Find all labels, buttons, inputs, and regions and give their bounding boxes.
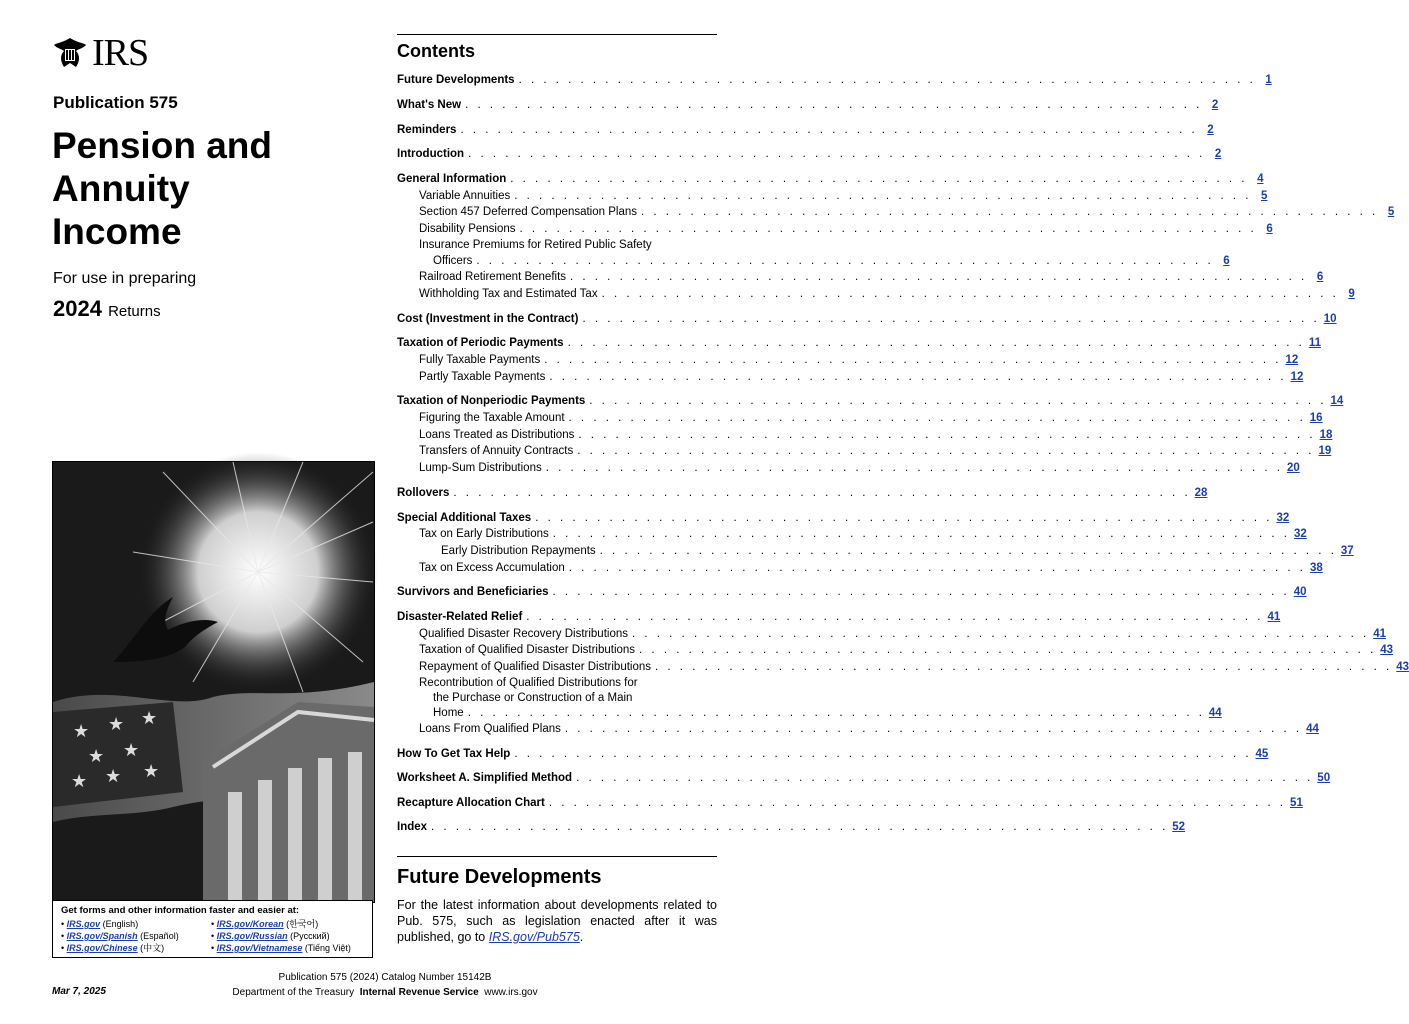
- toc-label: Disaster-Related Relief: [397, 611, 523, 623]
- toc-label: Loans Treated as Distributions: [419, 429, 575, 441]
- toc-leader-dots: . . . . . . . . . . . . . . . . . . . . . . . . . . . . . . . . . . . . . . . . . . . . . . . . . . . . . . . . . . . .: [552, 586, 1290, 598]
- cover-image: [52, 461, 375, 903]
- toc-row[interactable]: [397, 74, 1272, 86]
- toc-page-link[interactable]: 1: [1265, 74, 1272, 86]
- irs-gov-vietnamese-link[interactable]: IRS.gov/Vietnamese: [216, 943, 303, 953]
- toc-leader-dots: . . . . . . . . . . . . . . . . . . . . . . . . . . . . . . . . . . . . . . . . . . . . . . . . . . . . . . . . . . . .: [639, 644, 1377, 656]
- toc-page-link[interactable]: 9: [1348, 288, 1355, 300]
- toc-page-link[interactable]: 44: [1306, 723, 1319, 735]
- toc-label: Cost (Investment in the Contract): [397, 313, 579, 325]
- toc-page-link[interactable]: 43: [1380, 644, 1394, 656]
- link-item: • IRS.gov (English): [61, 919, 139, 929]
- toc-page-link[interactable]: 2: [1211, 99, 1219, 111]
- eagle-seal-icon: [52, 35, 88, 71]
- toc-row[interactable]: [397, 797, 1303, 809]
- toc-leader-dots: . . . . . . . . . . . . . . . . . . . . . . . . . . . . . . . . . . . . . . . . . . . . . . . . . . . . . . . . . . . .: [552, 528, 1290, 540]
- toc-row: [397, 239, 717, 251]
- toc-page-link[interactable]: 4: [1257, 173, 1264, 185]
- get-forms-heading: Get forms and other information faster and easier at:: [61, 905, 300, 916]
- toc-leader-dots: . . . . . . . . . . . . . . . . . . . . . . . . . . . . . . . . . . . . . . . . . . . . . . . . . . . . . . . . . . . .: [514, 190, 1252, 202]
- toc-row[interactable]: [397, 124, 1214, 136]
- toc-row[interactable]: [397, 821, 1186, 833]
- svg-text:★: ★: [73, 721, 90, 741]
- toc-leader-dots: . . . . . . . . . . . . . . . . . . . . . . . . . . . . . . . . . . . . . . . . . . . . . . . . . . . . . . . . . . . .: [467, 707, 1205, 719]
- toc-label: Introduction: [397, 148, 465, 160]
- toc-row[interactable]: [397, 255, 1230, 267]
- toc-row[interactable]: [397, 462, 1300, 474]
- toc-page-link[interactable]: 12: [1290, 371, 1304, 383]
- toc-page-link[interactable]: 10: [1323, 313, 1337, 325]
- toc-row[interactable]: [397, 628, 1387, 640]
- get-forms-box: [52, 900, 373, 958]
- toc-leader-dots: . . . . . . . . . . . . . . . . . . . . . . . . . . . . . . . . . . . . . . . . . . . . . . . . . . . . . . . . . . . .: [465, 99, 1203, 111]
- toc-label: Reminders: [397, 124, 457, 136]
- svg-text:★: ★: [141, 708, 158, 728]
- toc-label: Fully Taxable Payments: [419, 354, 541, 366]
- toc-leader-dots: . . . . . . . . . . . . . . . . . . . . . . . . . . . . . . . . . . . . . . . . . . . . . . . . . . . . . . . . . . . .: [568, 562, 1306, 574]
- toc-row: [397, 692, 717, 704]
- toc-page-link[interactable]: 5: [1387, 206, 1395, 218]
- future-developments-heading: Future Developments: [397, 866, 602, 888]
- irs-gov-chinese-link[interactable]: IRS.gov/Chinese: [66, 943, 138, 953]
- toc-page-link[interactable]: 28: [1194, 487, 1208, 499]
- toc-page-link[interactable]: 19: [1318, 445, 1332, 457]
- toc-row[interactable]: [397, 487, 1208, 499]
- toc-label: Home: [433, 707, 464, 719]
- svg-text:★: ★: [88, 746, 105, 766]
- toc-page-link[interactable]: 41: [1267, 611, 1281, 623]
- toc-label: Figuring the Taxable Amount: [419, 412, 565, 424]
- toc-label: Withholding Tax and Estimated Tax: [419, 288, 598, 300]
- toc-leader-dots: . . . . . . . . . . . . . . . . . . . . . . . . . . . . . . . . . . . . . . . . . . . . . . . . . . . . . . . . . . . .: [577, 445, 1315, 457]
- toc-leader-dots: . . . . . . . . . . . . . . . . . . . . . . . . . . . . . . . . . . . . . . . . . . . . . . . . . . . . . . . . . . . .: [545, 462, 1283, 474]
- toc-page-link[interactable]: 52: [1172, 821, 1186, 833]
- svg-text:★: ★: [108, 714, 125, 734]
- toc-label: Recapture Allocation Chart: [397, 797, 545, 809]
- link-item: • IRS.gov/Russian (Русский): [211, 931, 330, 941]
- toc-row[interactable]: [397, 661, 1409, 673]
- toc-row[interactable]: [397, 313, 1337, 325]
- toc-page-link[interactable]: 2: [1207, 124, 1214, 136]
- toc-label: Taxation of Nonperiodic Payments: [397, 395, 586, 407]
- toc-label: Repayment of Qualified Disaster Distributions: [419, 661, 652, 673]
- toc-row[interactable]: [397, 512, 1290, 524]
- publication-number: Publication 575: [53, 93, 178, 112]
- toc-page-link[interactable]: 51: [1290, 797, 1303, 809]
- toc-leader-dots: . . . . . . . . . . . . . . . . . . . . . . . . . . . . . . . . . . . . . . . . . . . . . . . . . . . . . . . . . . . .: [460, 124, 1198, 136]
- toc-leader-dots: . . . . . . . . . . . . . . . . . . . . . . . . . . . . . . . . . . . . . . . . . . . . . . . . . . . . . . . . . . . .: [568, 412, 1306, 424]
- contents-heading: Contents: [397, 41, 475, 61]
- irs-gov-korean-link[interactable]: IRS.gov/Korean: [216, 919, 284, 929]
- toc-row[interactable]: [397, 429, 1333, 441]
- catalog-line: Publication 575 (2024) Catalog Number 15142B: [278, 972, 492, 983]
- toc-row[interactable]: [397, 611, 1281, 623]
- toc-label: Taxation of Periodic Payments: [397, 337, 564, 349]
- toc-page-link[interactable]: 50: [1317, 772, 1331, 784]
- link-item: • IRS.gov/Vietnamese (Tiếng Việt): [211, 943, 351, 953]
- toc-leader-dots: . . . . . . . . . . . . . . . . . . . . . . . . . . . . . . . . . . . . . . . . . . . . . . . . . . . . . . . . . . . .: [476, 255, 1214, 267]
- toc-row[interactable]: [397, 288, 1355, 300]
- cover-illustration: [53, 462, 374, 902]
- toc-leader-dots: . . . . . . . . . . . . . . . . . . . . . . . . . . . . . . . . . . . . . . . . . . . . . . . . . . . . . . . . . . . .: [510, 173, 1248, 185]
- toc-leader-dots: . . . . . . . . . . . . . . . . . . . . . . . . . . . . . . . . . . . . . . . . . . . . . . . . . . . . . . . . . . . .: [655, 661, 1393, 673]
- toc-row[interactable]: [397, 354, 1299, 366]
- toc-label: Tax on Early Distributions: [419, 528, 549, 540]
- toc-label: Variable Annuities: [419, 190, 511, 202]
- toc-row[interactable]: [397, 528, 1307, 540]
- toc-row[interactable]: [397, 748, 1269, 760]
- toc-row[interactable]: [397, 271, 1324, 283]
- department-line: Department of the Treasury Internal Revenue Service www.irs.gov: [232, 987, 538, 998]
- pub575-link[interactable]: IRS.gov/Pub575: [488, 930, 580, 944]
- toc-label: Special Additional Taxes: [397, 512, 532, 524]
- toc-leader-dots: . . . . . . . . . . . . . . . . . . . . . . . . . . . . . . . . . . . . . . . . . . . . . . . . . . . . . . . . . . . .: [526, 611, 1264, 623]
- toc-leader-dots: . . . . . . . . . . . . . . . . . . . . . . . . . . . . . . . . . . . . . . . . . . . . . . . . . . . . . . . . . . . .: [601, 288, 1339, 300]
- toc-page-link[interactable]: 40: [1293, 586, 1307, 598]
- toc-leader-dots: . . . . . . . . . . . . . . . . . . . . . . . . . . . . . . . . . . . . . . . . . . . . . . . . . . . . . . . . . . . .: [549, 371, 1287, 383]
- toc-leader-dots: . . . . . . . . . . . . . . . . . . . . . . . . . . . . . . . . . . . . . . . . . . . . . . . . . . . . . . . . . . . .: [564, 723, 1303, 735]
- toc-leader-dots: . . . . . . . . . . . . . . . . . . . . . . . . . . . . . . . . . . . . . . . . . . . . . . . . . . . . . . . . . . . .: [548, 797, 1287, 809]
- toc-row[interactable]: [397, 723, 1319, 735]
- toc-leader-dots: . . . . . . . . . . . . . . . . . . . . . . . . . . . . . . . . . . . . . . . . . . . . . . . . . . . . . . . . . . . .: [519, 223, 1257, 235]
- toc-page-link[interactable]: 45: [1255, 748, 1269, 760]
- toc-label: Early Distribution Repayments: [441, 545, 596, 557]
- irs-gov-spanish-link[interactable]: IRS.gov/Spanish: [66, 931, 138, 941]
- toc-label: Qualified Disaster Recovery Distributions: [419, 628, 628, 640]
- future-developments-rule: [397, 856, 717, 857]
- toc-leader-dots: . . . . . . . . . . . . . . . . . . . . . . . . . . . . . . . . . . . . . . . . . . . . . . . . . . . . . . . . . . . .: [535, 512, 1273, 524]
- toc-row[interactable]: [397, 445, 1332, 457]
- future-developments-text: For the latest information about developments related to Pub. 575, such as legislation enacted after it was published, go to IRS.gov/Pub575.: [397, 898, 717, 944]
- toc-page-link[interactable]: 6: [1223, 255, 1230, 267]
- toc-label: Partly Taxable Payments: [419, 371, 546, 383]
- toc-label: Officers: [433, 255, 473, 267]
- toc-row[interactable]: [397, 395, 1344, 407]
- toc-leader-dots: . . . . . . . . . . . . . . . . . . . . . . . . . . . . . . . . . . . . . . . . . . . . . . . . . . . . . . . . . . . .: [582, 313, 1320, 325]
- toc-row[interactable]: [397, 545, 1354, 557]
- svg-text:★: ★: [105, 766, 122, 786]
- toc-page-link[interactable]: 5: [1261, 190, 1268, 202]
- logo-text: IRS: [92, 32, 149, 74]
- toc-label: What's New: [397, 99, 462, 111]
- toc-page-link[interactable]: 14: [1330, 395, 1344, 407]
- toc-page-link[interactable]: 6: [1316, 271, 1324, 283]
- svg-text:★: ★: [71, 771, 88, 791]
- irs-logo: [52, 33, 148, 73]
- toc-row[interactable]: [397, 99, 1219, 111]
- toc-label: How To Get Tax Help: [397, 748, 511, 760]
- toc-page-link[interactable]: 37: [1340, 545, 1354, 557]
- link-item: • IRS.gov/Chinese (中文): [61, 943, 165, 953]
- toc-label: Lump-Sum Distributions: [419, 462, 542, 474]
- toc-label: General Information: [397, 173, 507, 185]
- toc-leader-dots: . . . . . . . . . . . . . . . . . . . . . . . . . . . . . . . . . . . . . . . . . . . . . . . . . . . . . . . . . . . .: [453, 487, 1191, 499]
- toc-label: Transfers of Annuity Contracts: [419, 445, 574, 457]
- toc-label: Worksheet A. Simplified Method: [397, 772, 573, 784]
- link-item: • IRS.gov/Spanish (Español): [61, 931, 179, 941]
- toc-page-link[interactable]: 32: [1276, 512, 1290, 524]
- toc-page-link[interactable]: 12: [1285, 354, 1299, 366]
- toc-leader-dots: . . . . . . . . . . . . . . . . . . . . . . . . . . . . . . . . . . . . . . . . . . . . . . . . . . . . . . . . . . . .: [570, 271, 1308, 283]
- toc-label: Future Developments: [397, 74, 515, 86]
- page-footer: [200, 970, 570, 1000]
- tax-year: 2024 Returns: [53, 296, 161, 321]
- publication-date: Mar 7, 2025: [52, 986, 106, 997]
- svg-text:★: ★: [123, 740, 140, 760]
- toc-leader-dots: . . . . . . . . . . . . . . . . . . . . . . . . . . . . . . . . . . . . . . . . . . . . . . . . . . . . . . . . . . . .: [544, 354, 1282, 366]
- toc-page-link[interactable]: 11: [1308, 337, 1321, 349]
- toc-label: Insurance Premiums for Retired Public Safety: [419, 239, 652, 251]
- toc-page-link[interactable]: 18: [1319, 429, 1333, 441]
- toc-row[interactable]: [397, 223, 1273, 235]
- toc-row[interactable]: [397, 772, 1331, 784]
- toc-leader-dots: . . . . . . . . . . . . . . . . . . . . . . . . . . . . . . . . . . . . . . . . . . . . . . . . . . . . . . . . . . . .: [518, 74, 1256, 86]
- for-use-text: For use in preparing: [53, 270, 197, 287]
- toc-leader-dots: . . . . . . . . . . . . . . . . . . . . . . . . . . . . . . . . . . . . . . . . . . . . . . . . . . . . . . . . . . . .: [431, 821, 1169, 833]
- toc-row[interactable]: [397, 337, 1321, 349]
- toc-page-link[interactable]: 44: [1208, 707, 1222, 719]
- toc-leader-dots: . . . . . . . . . . . . . . . . . . . . . . . . . . . . . . . . . . . . . . . . . . . . . . . . . . . . . . . . . . . .: [599, 545, 1337, 557]
- toc-row[interactable]: [397, 206, 1395, 218]
- toc-leader-dots: . . . . . . . . . . . . . . . . . . . . . . . . . . . . . . . . . . . . . . . . . . . . . . . . . . . . . . . . . . . .: [576, 772, 1314, 784]
- contents-rule: [397, 34, 717, 35]
- toc-label: Section 457 Deferred Compensation Plans: [419, 206, 637, 218]
- toc-page-link[interactable]: 16: [1309, 412, 1323, 424]
- toc-leader-dots: . . . . . . . . . . . . . . . . . . . . . . . . . . . . . . . . . . . . . . . . . . . . . . . . . . . . . . . . . . . .: [578, 429, 1316, 441]
- toc-page-link[interactable]: 2: [1214, 148, 1222, 160]
- link-item: • IRS.gov/Korean (한국어): [211, 919, 319, 929]
- toc-row[interactable]: [397, 190, 1268, 202]
- toc-label: Loans From Qualified Plans: [419, 723, 561, 735]
- toc-page-link[interactable]: 20: [1286, 462, 1300, 474]
- toc-row[interactable]: [397, 562, 1323, 574]
- irs-gov-russian-link[interactable]: IRS.gov/Russian: [216, 931, 288, 941]
- toc-page-link[interactable]: 6: [1266, 223, 1273, 235]
- toc-label: Railroad Retirement Benefits: [419, 271, 567, 283]
- toc-label: Survivors and Beneficiaries: [397, 586, 549, 598]
- toc-row[interactable]: [397, 371, 1304, 383]
- toc-page-link[interactable]: 32: [1293, 528, 1307, 540]
- toc-label: Disability Pensions: [419, 223, 516, 235]
- toc-row[interactable]: [397, 412, 1323, 424]
- toc-row[interactable]: [397, 173, 1264, 185]
- toc-leader-dots: . . . . . . . . . . . . . . . . . . . . . . . . . . . . . . . . . . . . . . . . . . . . . . . . . . . . . . . . . . . .: [589, 395, 1327, 407]
- toc-label: the Purchase or Construction of a Main: [433, 692, 633, 704]
- irs-gov-link[interactable]: IRS.gov: [66, 919, 101, 929]
- toc-label: Tax on Excess Accumulation: [419, 562, 565, 574]
- toc-row[interactable]: [397, 586, 1307, 598]
- toc-page-link[interactable]: 38: [1309, 562, 1323, 574]
- toc-leader-dots: . . . . . . . . . . . . . . . . . . . . . . . . . . . . . . . . . . . . . . . . . . . . . . . . . . . . . . . . . . . .: [567, 337, 1305, 349]
- toc-label: Taxation of Qualified Disaster Distributions: [419, 644, 636, 656]
- toc-row: [397, 677, 717, 689]
- toc-leader-dots: . . . . . . . . . . . . . . . . . . . . . . . . . . . . . . . . . . . . . . . . . . . . . . . . . . . . . . . . . . . .: [468, 148, 1206, 160]
- toc-page-link[interactable]: 43: [1396, 661, 1409, 673]
- toc-row[interactable]: [397, 707, 1222, 719]
- toc-page-link[interactable]: 41: [1373, 628, 1387, 640]
- svg-text:★: ★: [143, 761, 160, 781]
- toc-row[interactable]: [397, 644, 1394, 656]
- toc-label: Recontribution of Qualified Distributions for: [419, 677, 638, 689]
- page-title: Pension and Annuity Income: [52, 125, 272, 252]
- toc-label: Rollovers: [397, 487, 450, 499]
- toc-label: Index: [397, 821, 428, 833]
- toc-row[interactable]: [397, 148, 1222, 160]
- toc-leader-dots: . . . . . . . . . . . . . . . . . . . . . . . . . . . . . . . . . . . . . . . . . . . . . . . . . . . . . . . . . . . .: [641, 206, 1379, 218]
- toc-leader-dots: . . . . . . . . . . . . . . . . . . . . . . . . . . . . . . . . . . . . . . . . . . . . . . . . . . . . . . . . . . . .: [514, 748, 1252, 760]
- toc-leader-dots: . . . . . . . . . . . . . . . . . . . . . . . . . . . . . . . . . . . . . . . . . . . . . . . . . . . . . . . . . . . .: [632, 628, 1370, 640]
